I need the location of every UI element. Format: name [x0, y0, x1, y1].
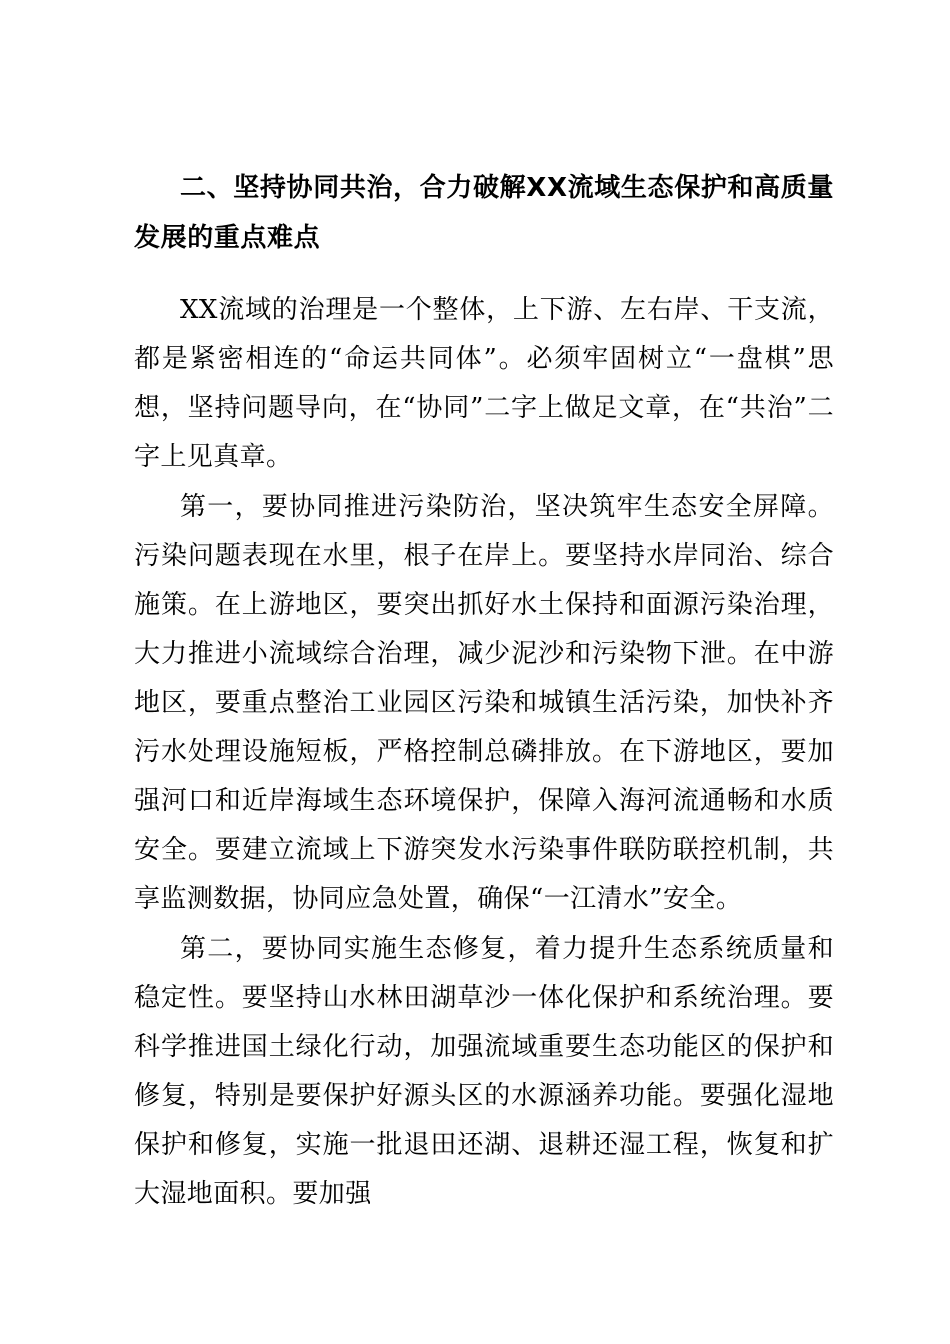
section-heading: 二、坚持协同共治，合力破解XX流域生态保护和高质量发展的重点难点 [134, 173, 834, 253]
paragraph-ecological-restoration: 第二，要协同实施生态修复，着力提升生态系统质量和稳定性。要坚持山水林田湖草沙一体化保护和系统治理。要科学推进国土绿化行动，加强流域重要生态功能区的保护和修复，特别是要保护好源头区的水源涵养功能。要强化湿地保护和修复，实施一批退田还湖、退耕还湿工程，恢复和扩大湿地面积。要加强 [134, 934, 834, 1209]
paragraph-pollution-control: 第一，要协同推进污染防治，坚决筑牢生态安全屏障。污染问题表现在水里，根子在岸上。要坚持水岸同治、综合施策。在上游地区，要突出抓好水土保持和面源污染治理，大力推进小流域综合治理，减少泥沙和污染物下泄。在中游地区，要重点整治工业园区污染和城镇生活污染，加快补齐污水处理设施短板，严格控制总磷排放。在下游地区，要加强河口和近岸海域生态环境保护，保障入海河流通畅和水质安全。要建立流域上下游突发水污染事件联防联控机制，共享监测数据，协同应急处置，确保“一江清水”安全。 [134, 492, 834, 914]
paragraph-intro: XX流域的治理是一个整体，上下游、左右岸、干支流，都是紧密相连的“命运共同体”。必须牢固树立“一盘棋”思想，坚持问题导向，在“协同”二字上做足文章，在“共治”二字上见真章。 [134, 295, 834, 472]
